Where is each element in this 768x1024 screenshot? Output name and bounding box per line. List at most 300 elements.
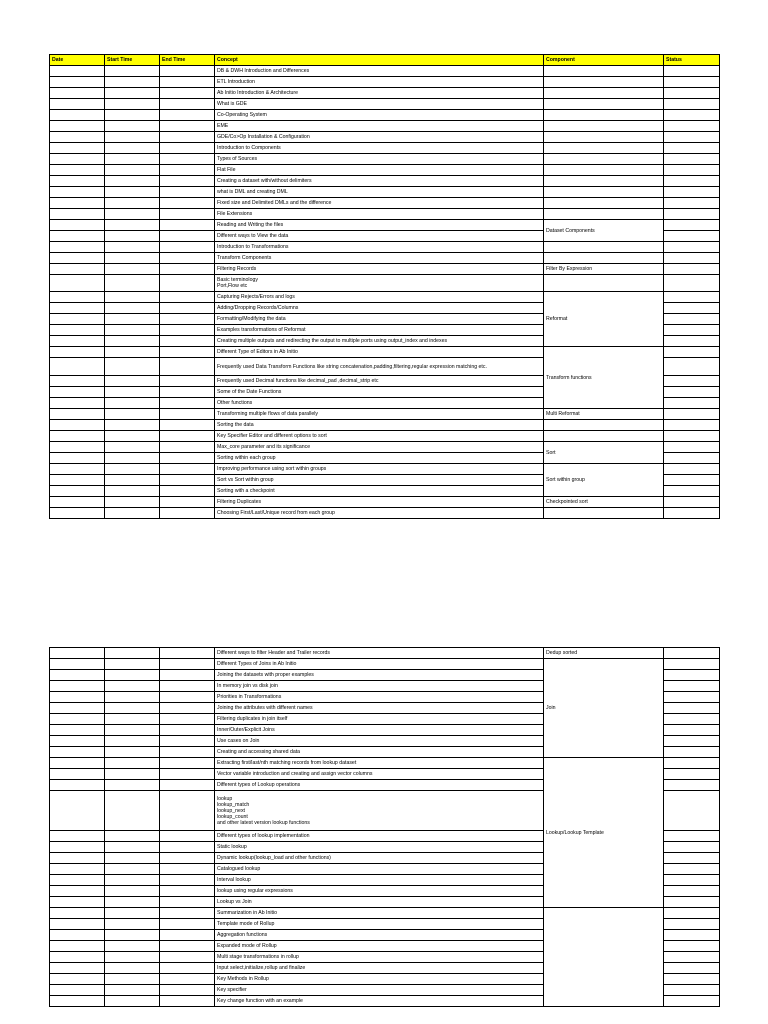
header-start-time: Start Time [105, 55, 160, 66]
status-cell [664, 431, 720, 442]
header-end-time: End Time [160, 55, 215, 66]
component-cell [544, 908, 664, 1007]
end-time-cell [160, 703, 215, 714]
end-time-cell [160, 154, 215, 165]
end-time-cell [160, 77, 215, 88]
end-time-cell [160, 714, 215, 725]
concept-cell: what is DML and creating DML [215, 187, 544, 198]
end-time-cell [160, 659, 215, 670]
end-time-cell [160, 736, 215, 747]
table-row [50, 77, 720, 88]
table-row [50, 176, 720, 187]
date-cell [50, 747, 105, 758]
start-time-cell [105, 88, 160, 99]
start-time-cell [105, 453, 160, 464]
status-cell [664, 292, 720, 303]
end-time-cell [160, 66, 215, 77]
table-row [50, 88, 720, 99]
start-time-cell [105, 769, 160, 780]
status-cell [664, 314, 720, 325]
date-cell [50, 941, 105, 952]
table-row [50, 121, 720, 132]
date-cell [50, 165, 105, 176]
date-cell [50, 420, 105, 431]
date-cell [50, 387, 105, 398]
status-cell [664, 303, 720, 314]
component-cell [544, 209, 664, 220]
start-time-cell [105, 886, 160, 897]
start-time-cell [105, 209, 160, 220]
status-cell [664, 198, 720, 209]
concept-cell: Input select,initialize,rollup and finalize [215, 963, 544, 974]
end-time-cell [160, 758, 215, 769]
status-cell [664, 442, 720, 453]
start-time-cell [105, 780, 160, 791]
concept-cell: Different ways to View the data [215, 231, 544, 242]
end-time-cell [160, 220, 215, 231]
status-cell [664, 99, 720, 110]
component-cell: Transform functions [544, 347, 664, 409]
end-time-cell [160, 908, 215, 919]
status-cell [664, 692, 720, 703]
concept-cell: Joining the attributes with different names [215, 703, 544, 714]
status-cell [664, 714, 720, 725]
concept-cell: Sorting within each group [215, 453, 544, 464]
concept-cell: Static lookup [215, 842, 544, 853]
start-time-cell [105, 714, 160, 725]
date-cell [50, 670, 105, 681]
end-time-cell [160, 242, 215, 253]
status-cell [664, 670, 720, 681]
table-row [50, 275, 720, 292]
header-status: Status [664, 55, 720, 66]
status-cell [664, 110, 720, 121]
concept-cell: Capturing Rejects/Errors and logs [215, 292, 544, 303]
component-cell: Dataset Components [544, 220, 664, 242]
concept-cell: Key Specifier Editor and different options to sort [215, 431, 544, 442]
table-row [50, 497, 720, 508]
date-cell [50, 875, 105, 886]
end-time-cell [160, 88, 215, 99]
start-time-cell [105, 952, 160, 963]
date-cell [50, 758, 105, 769]
date-cell [50, 409, 105, 420]
start-time-cell [105, 143, 160, 154]
status-cell [664, 486, 720, 497]
table-row [50, 99, 720, 110]
start-time-cell [105, 736, 160, 747]
start-time-cell [105, 110, 160, 121]
end-time-cell [160, 974, 215, 985]
date-cell [50, 703, 105, 714]
status-cell [664, 253, 720, 264]
table-row [50, 220, 720, 231]
start-time-cell [105, 497, 160, 508]
end-time-cell [160, 996, 215, 1007]
status-cell [664, 325, 720, 336]
concept-cell: Different types of lookup implementation [215, 831, 544, 842]
status-cell [664, 66, 720, 77]
start-time-cell [105, 121, 160, 132]
start-time-cell [105, 875, 160, 886]
component-cell: Sort [544, 442, 664, 464]
status-cell [664, 747, 720, 758]
status-cell [664, 886, 720, 897]
end-time-cell [160, 99, 215, 110]
date-cell [50, 681, 105, 692]
end-time-cell [160, 853, 215, 864]
date-cell [50, 231, 105, 242]
concept-cell: Adding/Dropping Records/Columns [215, 303, 544, 314]
date-cell [50, 897, 105, 908]
concept-cell: Extracting first/last/nth matching records from lookup dataset [215, 758, 544, 769]
component-cell [544, 420, 664, 431]
start-time-cell [105, 314, 160, 325]
end-time-cell [160, 132, 215, 143]
concept-cell: Template mode of Rollup [215, 919, 544, 930]
table-row [50, 264, 720, 275]
status-cell [664, 985, 720, 996]
status-cell [664, 831, 720, 842]
component-cell [544, 176, 664, 187]
table-row [50, 659, 720, 670]
start-time-cell [105, 154, 160, 165]
start-time-cell [105, 165, 160, 176]
date-cell [50, 376, 105, 387]
start-time-cell [105, 758, 160, 769]
end-time-cell [160, 692, 215, 703]
concept-cell: Priorities in Transformations [215, 692, 544, 703]
start-time-cell [105, 919, 160, 930]
start-time-cell [105, 486, 160, 497]
table-row [50, 66, 720, 77]
end-time-cell [160, 253, 215, 264]
start-time-cell [105, 347, 160, 358]
start-time-cell [105, 242, 160, 253]
end-time-cell [160, 398, 215, 409]
start-time-cell [105, 659, 160, 670]
end-time-cell [160, 376, 215, 387]
end-time-cell [160, 919, 215, 930]
date-cell [50, 497, 105, 508]
status-cell [664, 165, 720, 176]
concept-cell: Introduction to Transformations [215, 242, 544, 253]
end-time-cell [160, 769, 215, 780]
concept-cell: Creating a dataset with/without delimiters [215, 176, 544, 187]
end-time-cell [160, 791, 215, 831]
concept-cell: Different ways to filter Header and Trailer records [215, 648, 544, 659]
end-time-cell [160, 875, 215, 886]
start-time-cell [105, 275, 160, 292]
status-cell [664, 242, 720, 253]
table-row [50, 242, 720, 253]
table-row [50, 347, 720, 358]
component-cell [544, 508, 664, 519]
component-cell: Multi Reformat [544, 409, 664, 420]
concept-cell: Vector variable introduction and creating and assign vector columns [215, 769, 544, 780]
date-cell [50, 187, 105, 198]
concept-cell: lookup lookup_match lookup_next lookup_count and other latest version lookup functions [215, 791, 544, 831]
concept-cell: Interval lookup [215, 875, 544, 886]
end-time-cell [160, 475, 215, 486]
date-cell [50, 66, 105, 77]
end-time-cell [160, 431, 215, 442]
end-time-cell [160, 864, 215, 875]
start-time-cell [105, 864, 160, 875]
component-cell: Filter By Expression [544, 264, 664, 275]
component-cell [544, 431, 664, 442]
start-time-cell [105, 963, 160, 974]
date-cell [50, 486, 105, 497]
end-time-cell [160, 121, 215, 132]
date-cell [50, 791, 105, 831]
component-cell [544, 275, 664, 292]
date-cell [50, 242, 105, 253]
date-cell [50, 336, 105, 347]
component-cell [544, 99, 664, 110]
start-time-cell [105, 831, 160, 842]
end-time-cell [160, 725, 215, 736]
end-time-cell [160, 681, 215, 692]
start-time-cell [105, 409, 160, 420]
end-time-cell [160, 176, 215, 187]
start-time-cell [105, 703, 160, 714]
start-time-cell [105, 77, 160, 88]
table-row [50, 442, 720, 453]
start-time-cell [105, 475, 160, 486]
table-row [50, 187, 720, 198]
table-row [50, 464, 720, 475]
table-row [50, 431, 720, 442]
end-time-cell [160, 420, 215, 431]
date-cell [50, 886, 105, 897]
date-cell [50, 88, 105, 99]
status-cell [664, 769, 720, 780]
start-time-cell [105, 231, 160, 242]
date-cell [50, 952, 105, 963]
end-time-cell [160, 453, 215, 464]
start-time-cell [105, 897, 160, 908]
component-cell [544, 253, 664, 264]
end-time-cell [160, 143, 215, 154]
status-cell [664, 952, 720, 963]
start-time-cell [105, 292, 160, 303]
date-cell [50, 736, 105, 747]
date-cell [50, 431, 105, 442]
end-time-cell [160, 831, 215, 842]
start-time-cell [105, 303, 160, 314]
component-cell [544, 143, 664, 154]
status-cell [664, 908, 720, 919]
concept-cell: Expanded mode of Rollup [215, 941, 544, 952]
start-time-cell [105, 420, 160, 431]
header-date: Date [50, 55, 105, 66]
date-cell [50, 508, 105, 519]
date-cell [50, 303, 105, 314]
end-time-cell [160, 780, 215, 791]
concept-cell: Dynamic lookup(lookup_load and other functions) [215, 853, 544, 864]
table-row [50, 908, 720, 919]
date-cell [50, 974, 105, 985]
end-time-cell [160, 264, 215, 275]
concept-cell: File Extensions [215, 209, 544, 220]
concept-cell: Creating multiple outputs and redirecting the output to multiple ports using output_index and indexes [215, 336, 544, 347]
concept-cell: Types of Sources [215, 154, 544, 165]
concept-cell: Filtering Duplicates [215, 497, 544, 508]
status-cell [664, 974, 720, 985]
date-cell [50, 648, 105, 659]
end-time-cell [160, 886, 215, 897]
status-cell [664, 347, 720, 358]
end-time-cell [160, 486, 215, 497]
status-cell [664, 864, 720, 875]
start-time-cell [105, 692, 160, 703]
start-time-cell [105, 358, 160, 376]
concept-cell: Inner/Outer/Explicit Joins [215, 725, 544, 736]
concept-cell: Reading and Writing the files [215, 220, 544, 231]
table-row [50, 198, 720, 209]
status-cell [664, 88, 720, 99]
component-cell [544, 110, 664, 121]
concept-cell: Lookup vs Join [215, 897, 544, 908]
end-time-cell [160, 336, 215, 347]
date-cell [50, 475, 105, 486]
end-time-cell [160, 275, 215, 292]
end-time-cell [160, 409, 215, 420]
status-cell [664, 758, 720, 769]
table-row [50, 132, 720, 143]
status-cell [664, 725, 720, 736]
concept-cell: Frequently used Data Transform Functions like string concatenation,padding,filtering,regular expression matching etc. [215, 358, 544, 376]
date-cell [50, 692, 105, 703]
date-cell [50, 853, 105, 864]
end-time-cell [160, 985, 215, 996]
end-time-cell [160, 747, 215, 758]
status-cell [664, 853, 720, 864]
concept-cell: Basic terminology Port,Flow etc [215, 275, 544, 292]
concept-cell: What is GDE [215, 99, 544, 110]
concept-cell: Aggregation functions [215, 930, 544, 941]
concept-cell: Filtering Records [215, 264, 544, 275]
end-time-cell [160, 508, 215, 519]
date-cell [50, 77, 105, 88]
concept-cell: Multi stage transformations in rollup [215, 952, 544, 963]
table-row [50, 409, 720, 420]
concept-cell: Different Types of Joins in Ab Initio [215, 659, 544, 670]
start-time-cell [105, 908, 160, 919]
date-cell [50, 275, 105, 292]
status-cell [664, 791, 720, 831]
end-time-cell [160, 110, 215, 121]
status-cell [664, 996, 720, 1007]
concept-cell: Filtering duplicates in join itself [215, 714, 544, 725]
start-time-cell [105, 336, 160, 347]
status-cell [664, 231, 720, 242]
concept-cell: In memory join vs disk join [215, 681, 544, 692]
schedule-table-2 [49, 647, 720, 1007]
table-row [50, 420, 720, 431]
concept-cell: Fixed size and Delimited DMLs and the difference [215, 198, 544, 209]
start-time-cell [105, 508, 160, 519]
start-time-cell [105, 431, 160, 442]
date-cell [50, 314, 105, 325]
status-cell [664, 780, 720, 791]
component-cell [544, 198, 664, 209]
start-time-cell [105, 930, 160, 941]
concept-cell: Use cases on Join [215, 736, 544, 747]
date-cell [50, 132, 105, 143]
start-time-cell [105, 99, 160, 110]
component-cell [544, 242, 664, 253]
concept-cell: Introduction to Components [215, 143, 544, 154]
concept-cell: Sort vs Sort within group [215, 475, 544, 486]
component-cell: Join [544, 659, 664, 758]
table-row [50, 758, 720, 769]
date-cell [50, 453, 105, 464]
concept-cell: EME [215, 121, 544, 132]
start-time-cell [105, 842, 160, 853]
header-component: Component [544, 55, 664, 66]
concept-cell: ETL Introduction [215, 77, 544, 88]
table-row [50, 110, 720, 121]
start-time-cell [105, 974, 160, 985]
start-time-cell [105, 387, 160, 398]
date-cell [50, 209, 105, 220]
start-time-cell [105, 791, 160, 831]
start-time-cell [105, 670, 160, 681]
header-row [50, 55, 720, 66]
date-cell [50, 725, 105, 736]
concept-cell: Transforming multiple flows of data parallely [215, 409, 544, 420]
end-time-cell [160, 842, 215, 853]
start-time-cell [105, 747, 160, 758]
concept-cell: Key Methods in Rollup [215, 974, 544, 985]
date-cell [50, 220, 105, 231]
status-cell [664, 187, 720, 198]
component-cell: Sort within group [544, 464, 664, 497]
start-time-cell [105, 376, 160, 387]
concept-cell: GDE/Co>Op Installation & Configuration [215, 132, 544, 143]
header-concept: Concept [215, 55, 544, 66]
date-cell [50, 963, 105, 974]
end-time-cell [160, 941, 215, 952]
end-time-cell [160, 897, 215, 908]
concept-cell: Joining the datasets with proper examples [215, 670, 544, 681]
concept-cell: Catalogued lookup [215, 864, 544, 875]
date-cell [50, 831, 105, 842]
concept-cell: Ab Initio Introduction & Architecture [215, 88, 544, 99]
concept-cell: Frequently used Decimal functions like decimal_pad ,decimal_strip etc [215, 376, 544, 387]
end-time-cell [160, 648, 215, 659]
end-time-cell [160, 347, 215, 358]
status-cell [664, 398, 720, 409]
table-row [50, 253, 720, 264]
start-time-cell [105, 985, 160, 996]
component-cell: Reformat [544, 292, 664, 347]
end-time-cell [160, 231, 215, 242]
status-cell [664, 703, 720, 714]
concept-cell: Max_core parameter and its significance [215, 442, 544, 453]
status-cell [664, 132, 720, 143]
status-cell [664, 220, 720, 231]
start-time-cell [105, 648, 160, 659]
table-row [50, 165, 720, 176]
status-cell [664, 143, 720, 154]
date-cell [50, 143, 105, 154]
end-time-cell [160, 358, 215, 376]
date-cell [50, 198, 105, 209]
concept-cell: Different Type of Editors in Ab Initio [215, 347, 544, 358]
